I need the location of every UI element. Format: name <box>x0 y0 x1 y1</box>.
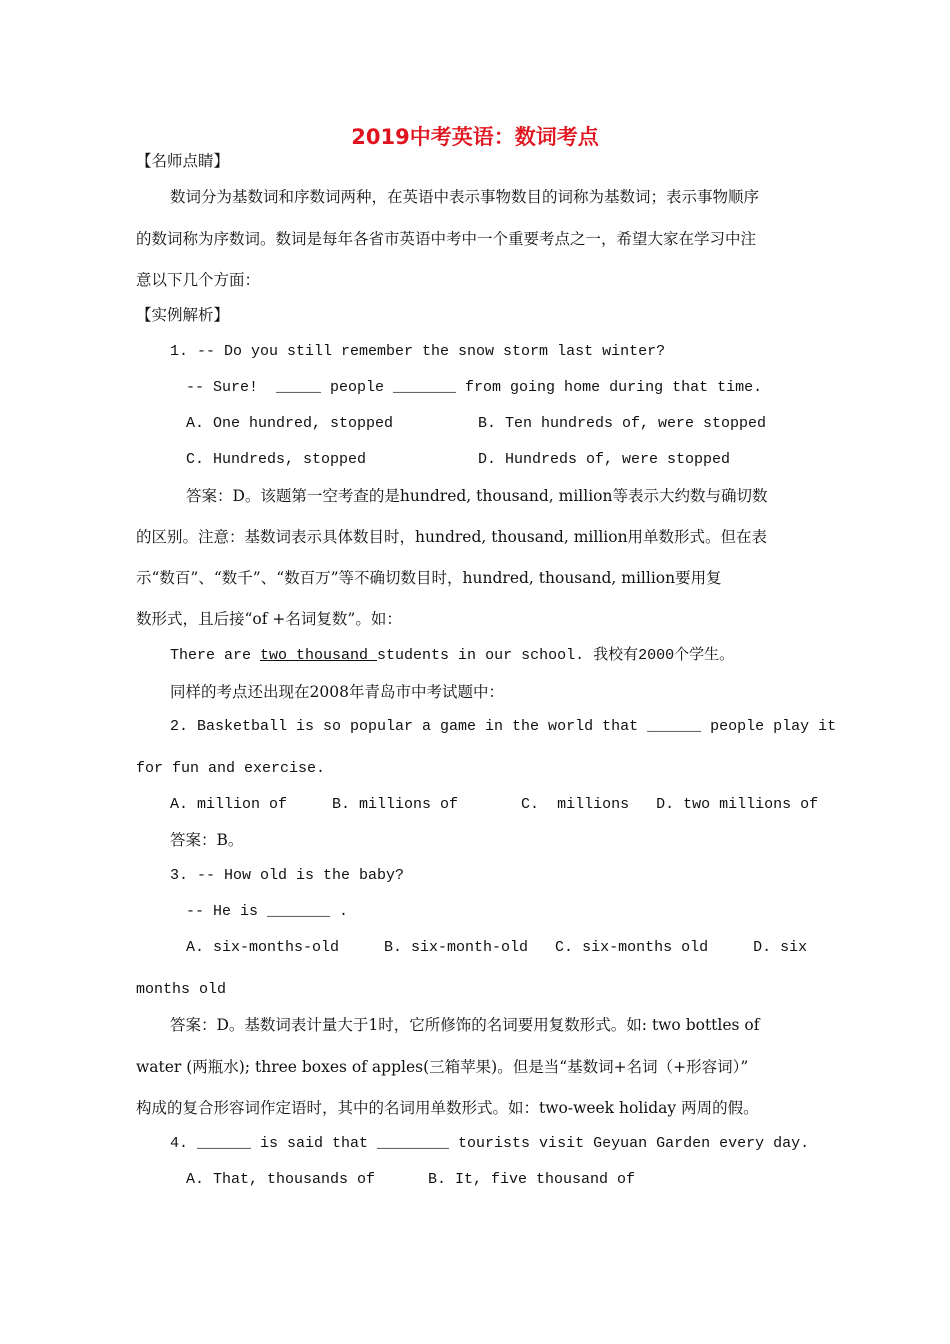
intro-line-2: 的数词称为序数词。数词是每年各省市英语中考中一个重要考点之一，希望大家在学习中注 <box>136 230 757 248</box>
example-suffix: students in our school. 我校有2000个学生。 <box>377 647 735 664</box>
q3-question: 3. -- How old is the baby? <box>170 867 405 884</box>
q4-question: 4. ______ is said that ________ tourists visit Geyuan Garden every day. <box>170 1135 810 1152</box>
q1-explanation-4: 数形式，且后接“of +名词复数”。如： <box>136 610 402 628</box>
q3-options-cont: months old <box>136 981 227 998</box>
q1-explanation-2: 的区别。注意：基数词表示具体数目时，hundred, thousand, million用单数形式。但在表 <box>136 528 768 546</box>
section-heading-tips: 【名师点睛】 <box>136 152 230 170</box>
q3-explanation-3: 构成的复合形容词作定语时，其中的名词用单数形式。如：two-week holiday 两周的假。 <box>136 1099 759 1117</box>
q1-question: 1. -- Do you still remember the snow storm last winter? <box>170 343 666 360</box>
q3-explanation-1: 答案：D。基数词表计量大于1时，它所修饰的名词要用复数形式。如: two bottles of <box>170 1016 760 1034</box>
q1-explanation-3: 示“数百”、“数千”、“数百万”等不确切数目时，hundred, thousand, million要用复 <box>136 569 722 587</box>
q3-options: A. six-months-old B. six-month-old C. six-months old D. six <box>186 939 808 956</box>
q1-option-b: B. Ten hundreds of, were stopped <box>478 415 767 432</box>
q2-options: A. million of B. millions of C. millions D. two millions of <box>170 796 819 813</box>
q2-question-1: 2. Basketball is so popular a game in the world that ______ people play it <box>170 718 837 735</box>
example-underlined: two thousand <box>260 647 378 664</box>
q1-explanation-1: 答案：D。该题第一空考查的是hundred, thousand, million等表示大约数与确切数 <box>186 487 768 505</box>
q4-option-a: A. That, thousands of <box>186 1171 376 1188</box>
q2-answer: 答案：B。 <box>170 831 244 849</box>
q3-explanation-2: water (两瓶水); three boxes of apples(三箱苹果)。但是当“基数词+名词（+形容词）” <box>136 1058 749 1076</box>
q1-example <box>170 646 734 666</box>
q1-answer-line: -- Sure! _____ people _______ from going home during that time. <box>186 379 763 396</box>
q4-option-b: B. It, five thousand of <box>428 1171 636 1188</box>
example-prefix: There are <box>170 647 261 664</box>
page-title: 2019中考英语：数词考点 <box>351 125 599 149</box>
q2-question-2: for fun and exercise. <box>136 760 326 777</box>
intro-line-1: 数词分为基数词和序数词两种，在英语中表示事物数目的词称为基数词；表示事物顺序 <box>170 188 760 206</box>
q1-option-a: A. One hundred, stopped <box>186 415 394 432</box>
intro-line-3: 意以下几个方面： <box>136 271 261 289</box>
q1-note: 同样的考点还出现在2008年青岛市中考试题中： <box>170 683 504 701</box>
q1-option-d: D. Hundreds of, were stopped <box>478 451 731 468</box>
q1-option-c: C. Hundreds, stopped <box>186 451 367 468</box>
q3-answer-line: -- He is _______ . <box>186 903 349 920</box>
section-heading-examples: 【实例解析】 <box>136 306 230 324</box>
